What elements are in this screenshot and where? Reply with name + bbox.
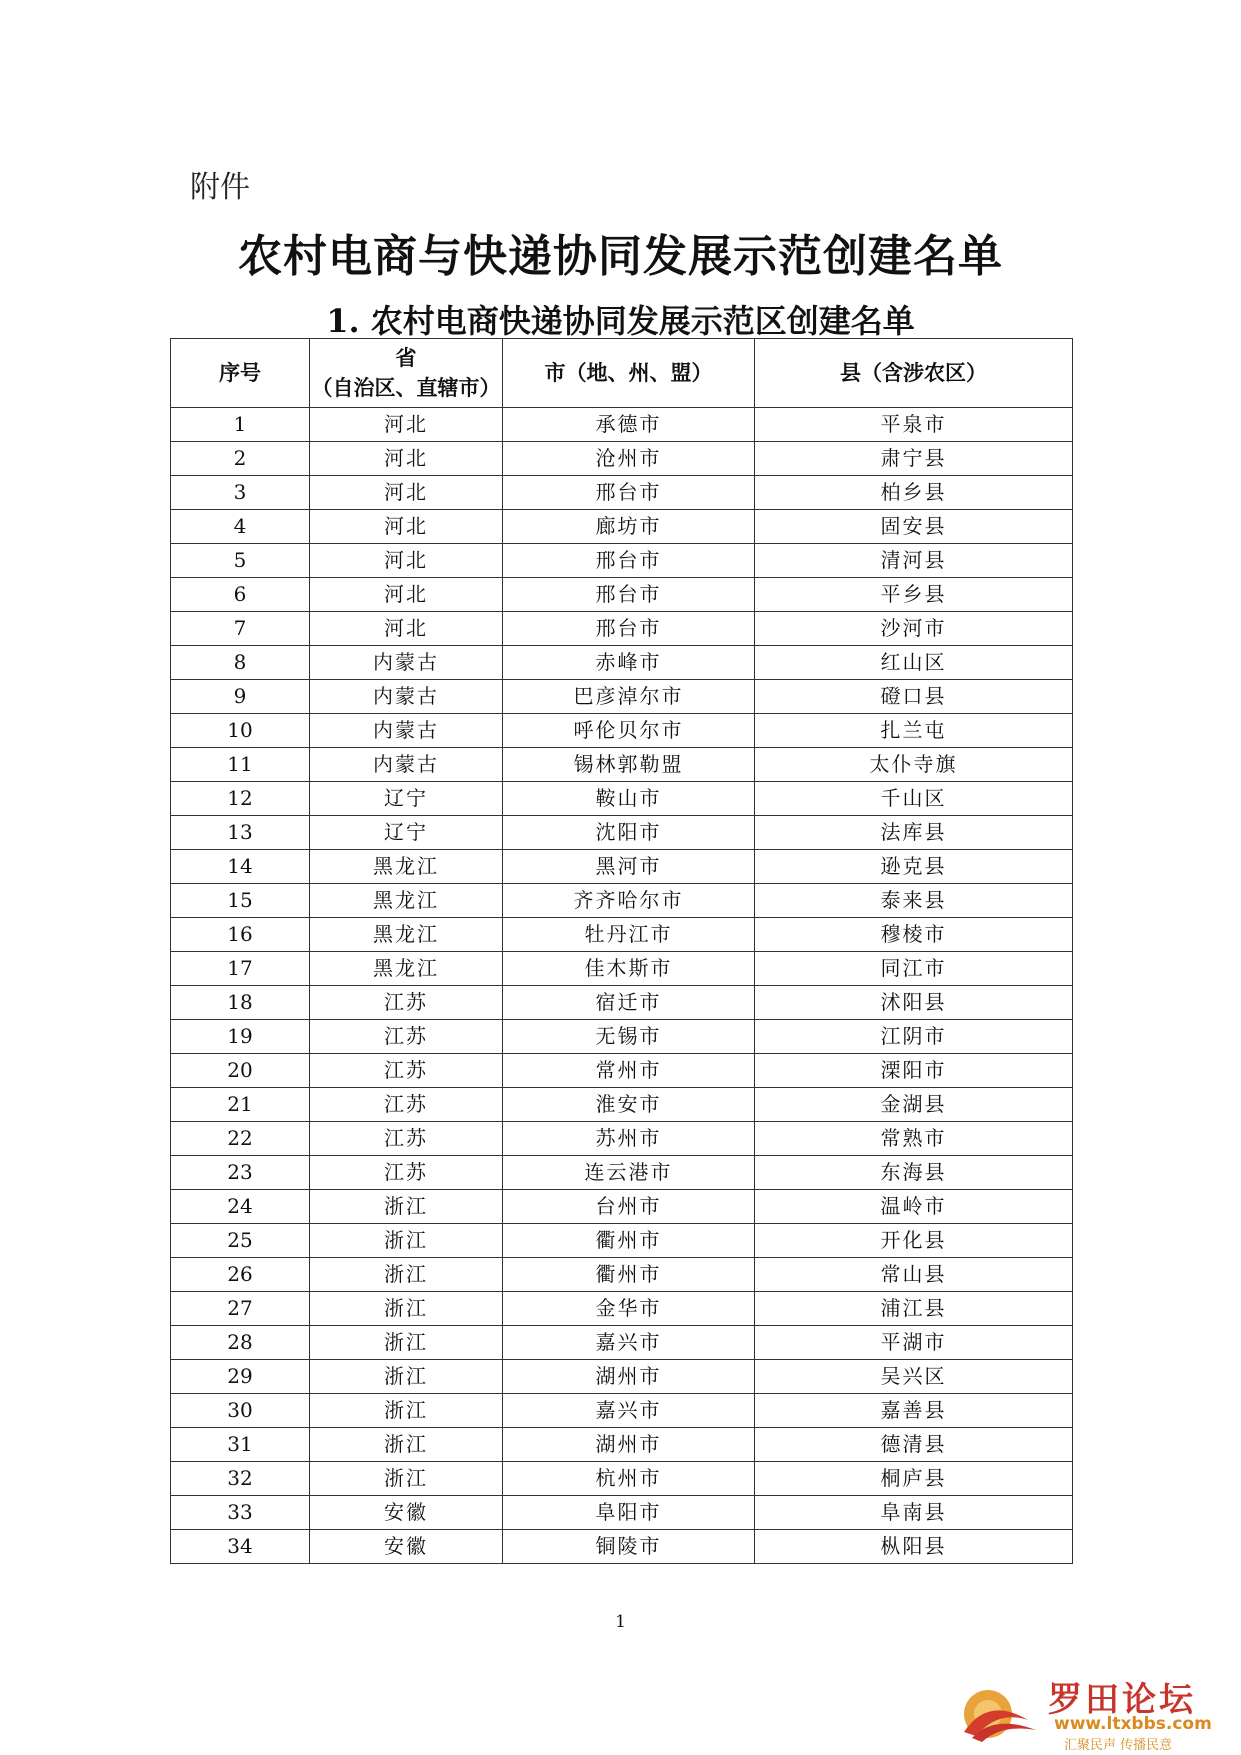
attachment-label: 附件 [190, 170, 250, 205]
cell-province: 内蒙古 [310, 714, 503, 748]
cell-county: 沙河市 [755, 612, 1073, 646]
cell-province: 内蒙古 [310, 680, 503, 714]
table-row [171, 986, 1073, 1020]
cell-county: 同江市 [755, 952, 1073, 986]
cell-county: 吴兴区 [755, 1360, 1073, 1394]
table-row [171, 1020, 1073, 1054]
cell-city: 苏州市 [503, 1122, 755, 1156]
cell-county: 东海县 [755, 1156, 1073, 1190]
watermark-brand: 罗田论坛 [1048, 1680, 1196, 1720]
cell-seq: 25 [171, 1224, 310, 1258]
cell-city: 湖州市 [503, 1428, 755, 1462]
cell-seq: 24 [171, 1190, 310, 1224]
demo-roster-table [170, 338, 1073, 1564]
cell-county: 平湖市 [755, 1326, 1073, 1360]
cell-province: 河北 [310, 544, 503, 578]
cell-city: 廊坊市 [503, 510, 755, 544]
cell-city: 台州市 [503, 1190, 755, 1224]
table-row [171, 1428, 1073, 1462]
table-row [171, 476, 1073, 510]
cell-province: 江苏 [310, 1156, 503, 1190]
table-row [171, 1530, 1073, 1564]
cell-city: 锡林郭勒盟 [503, 748, 755, 782]
cell-province: 江苏 [310, 1088, 503, 1122]
cell-county: 枞阳县 [755, 1530, 1073, 1564]
header-province-line1: 省 [395, 346, 417, 370]
table-subtitle: 1. 农村电商快递协同发展示范区创建名单 [326, 302, 915, 340]
table-row [171, 1190, 1073, 1224]
header-county: 县（含涉农区） [755, 339, 1073, 408]
header-seq: 序号 [171, 339, 310, 408]
table-row [171, 918, 1073, 952]
cell-province: 浙江 [310, 1326, 503, 1360]
cell-seq: 34 [171, 1530, 310, 1564]
table-row [171, 1462, 1073, 1496]
cell-province: 浙江 [310, 1224, 503, 1258]
cell-city: 衢州市 [503, 1224, 755, 1258]
cell-seq: 31 [171, 1428, 310, 1462]
cell-province: 浙江 [310, 1360, 503, 1394]
cell-city: 呼伦贝尔市 [503, 714, 755, 748]
cell-city: 连云港市 [503, 1156, 755, 1190]
cell-seq: 14 [171, 850, 310, 884]
table-row [171, 646, 1073, 680]
cell-county: 肃宁县 [755, 442, 1073, 476]
header-city: 市（地、州、盟） [503, 339, 755, 408]
table-row [171, 544, 1073, 578]
cell-seq: 17 [171, 952, 310, 986]
watermark-url: www.ltxbbs.com [1054, 1714, 1212, 1734]
table-row [171, 612, 1073, 646]
cell-city: 阜阳市 [503, 1496, 755, 1530]
table-header-row [171, 339, 1073, 408]
cell-province: 河北 [310, 612, 503, 646]
cell-province: 河北 [310, 442, 503, 476]
table-row [171, 578, 1073, 612]
cell-seq: 28 [171, 1326, 310, 1360]
table-row [171, 1156, 1073, 1190]
cell-province: 江苏 [310, 1020, 503, 1054]
table-row [171, 782, 1073, 816]
cell-county: 德清县 [755, 1428, 1073, 1462]
cell-county: 法库县 [755, 816, 1073, 850]
cell-seq: 29 [171, 1360, 310, 1394]
cell-city: 杭州市 [503, 1462, 755, 1496]
cell-seq: 5 [171, 544, 310, 578]
cell-seq: 8 [171, 646, 310, 680]
cell-county: 常山县 [755, 1258, 1073, 1292]
cell-county: 千山区 [755, 782, 1073, 816]
cell-province: 内蒙古 [310, 748, 503, 782]
header-province-line2: （自治区、直辖市） [311, 376, 501, 400]
table-row [171, 748, 1073, 782]
table-row [171, 1496, 1073, 1530]
table-row [171, 408, 1073, 442]
cell-city: 黑河市 [503, 850, 755, 884]
cell-province: 安徽 [310, 1530, 503, 1564]
table-row [171, 850, 1073, 884]
document-title: 农村电商与快递协同发展示范创建名单 [238, 231, 1003, 282]
cell-county: 嘉善县 [755, 1394, 1073, 1428]
cell-province: 黑龙江 [310, 952, 503, 986]
cell-county: 磴口县 [755, 680, 1073, 714]
cell-city: 邢台市 [503, 476, 755, 510]
cell-city: 淮安市 [503, 1088, 755, 1122]
cell-county: 红山区 [755, 646, 1073, 680]
table-row [171, 952, 1073, 986]
cell-city: 沈阳市 [503, 816, 755, 850]
watermark-slogan: 汇聚民声 传播民意 [1064, 1738, 1173, 1753]
table-row [171, 1224, 1073, 1258]
cell-county: 逊克县 [755, 850, 1073, 884]
cell-county: 平泉市 [755, 408, 1073, 442]
cell-seq: 12 [171, 782, 310, 816]
cell-province: 浙江 [310, 1394, 503, 1428]
table-row [171, 1326, 1073, 1360]
cell-province: 辽宁 [310, 782, 503, 816]
cell-seq: 30 [171, 1394, 310, 1428]
table-row [171, 1054, 1073, 1088]
cell-county: 柏乡县 [755, 476, 1073, 510]
cell-seq: 20 [171, 1054, 310, 1088]
table-row [171, 816, 1073, 850]
cell-county: 浦江县 [755, 1292, 1073, 1326]
cell-seq: 13 [171, 816, 310, 850]
table-row [171, 714, 1073, 748]
cell-province: 河北 [310, 476, 503, 510]
cell-seq: 11 [171, 748, 310, 782]
cell-city: 湖州市 [503, 1360, 755, 1394]
cell-county: 金湖县 [755, 1088, 1073, 1122]
table-row [171, 1292, 1073, 1326]
cell-province: 浙江 [310, 1190, 503, 1224]
cell-seq: 23 [171, 1156, 310, 1190]
cell-county: 阜南县 [755, 1496, 1073, 1530]
cell-province: 黑龙江 [310, 884, 503, 918]
cell-county: 沭阳县 [755, 986, 1073, 1020]
cell-county: 泰来县 [755, 884, 1073, 918]
cell-city: 邢台市 [503, 578, 755, 612]
cell-city: 无锡市 [503, 1020, 755, 1054]
cell-seq: 27 [171, 1292, 310, 1326]
cell-seq: 16 [171, 918, 310, 952]
page-number: 1 [615, 1612, 626, 1632]
cell-seq: 4 [171, 510, 310, 544]
cell-province: 浙江 [310, 1462, 503, 1496]
cell-province: 江苏 [310, 1054, 503, 1088]
forum-logo-icon [958, 1676, 1042, 1746]
cell-county: 常熟市 [755, 1122, 1073, 1156]
table-row [171, 680, 1073, 714]
cell-province: 河北 [310, 578, 503, 612]
cell-city: 佳木斯市 [503, 952, 755, 986]
table-row [171, 1360, 1073, 1394]
cell-city: 沧州市 [503, 442, 755, 476]
cell-seq: 32 [171, 1462, 310, 1496]
cell-seq: 9 [171, 680, 310, 714]
cell-province: 浙江 [310, 1292, 503, 1326]
header-province [310, 339, 503, 408]
cell-province: 江苏 [310, 1122, 503, 1156]
cell-province: 江苏 [310, 986, 503, 1020]
cell-seq: 33 [171, 1496, 310, 1530]
cell-city: 嘉兴市 [503, 1394, 755, 1428]
cell-county: 太仆寺旗 [755, 748, 1073, 782]
table-row [171, 1122, 1073, 1156]
table-row [171, 1394, 1073, 1428]
cell-county: 桐庐县 [755, 1462, 1073, 1496]
cell-city: 鞍山市 [503, 782, 755, 816]
table-row [171, 884, 1073, 918]
table-body [171, 408, 1073, 1564]
cell-county: 扎兰屯 [755, 714, 1073, 748]
cell-province: 安徽 [310, 1496, 503, 1530]
cell-province: 内蒙古 [310, 646, 503, 680]
cell-seq: 6 [171, 578, 310, 612]
cell-city: 金华市 [503, 1292, 755, 1326]
cell-city: 牡丹江市 [503, 918, 755, 952]
cell-city: 嘉兴市 [503, 1326, 755, 1360]
cell-seq: 1 [171, 408, 310, 442]
cell-province: 辽宁 [310, 816, 503, 850]
cell-province: 河北 [310, 510, 503, 544]
cell-city: 巴彦淖尔市 [503, 680, 755, 714]
cell-city: 衢州市 [503, 1258, 755, 1292]
cell-county: 清河县 [755, 544, 1073, 578]
cell-city: 邢台市 [503, 544, 755, 578]
cell-seq: 26 [171, 1258, 310, 1292]
cell-county: 温岭市 [755, 1190, 1073, 1224]
cell-city: 常州市 [503, 1054, 755, 1088]
cell-seq: 2 [171, 442, 310, 476]
cell-seq: 7 [171, 612, 310, 646]
cell-province: 黑龙江 [310, 918, 503, 952]
cell-seq: 10 [171, 714, 310, 748]
cell-seq: 19 [171, 1020, 310, 1054]
forum-watermark [958, 1672, 1238, 1752]
cell-seq: 18 [171, 986, 310, 1020]
cell-city: 铜陵市 [503, 1530, 755, 1564]
cell-province: 黑龙江 [310, 850, 503, 884]
cell-seq: 21 [171, 1088, 310, 1122]
cell-county: 溧阳市 [755, 1054, 1073, 1088]
cell-province: 浙江 [310, 1428, 503, 1462]
cell-city: 齐齐哈尔市 [503, 884, 755, 918]
table-row [171, 1258, 1073, 1292]
cell-county: 固安县 [755, 510, 1073, 544]
cell-county: 穆棱市 [755, 918, 1073, 952]
cell-province: 河北 [310, 408, 503, 442]
cell-city: 宿迁市 [503, 986, 755, 1020]
cell-county: 江阴市 [755, 1020, 1073, 1054]
cell-seq: 3 [171, 476, 310, 510]
cell-city: 邢台市 [503, 612, 755, 646]
cell-seq: 22 [171, 1122, 310, 1156]
cell-county: 开化县 [755, 1224, 1073, 1258]
table-row [171, 510, 1073, 544]
table-row [171, 442, 1073, 476]
cell-city: 承德市 [503, 408, 755, 442]
cell-province: 浙江 [310, 1258, 503, 1292]
cell-city: 赤峰市 [503, 646, 755, 680]
cell-county: 平乡县 [755, 578, 1073, 612]
cell-seq: 15 [171, 884, 310, 918]
table-row [171, 1088, 1073, 1122]
